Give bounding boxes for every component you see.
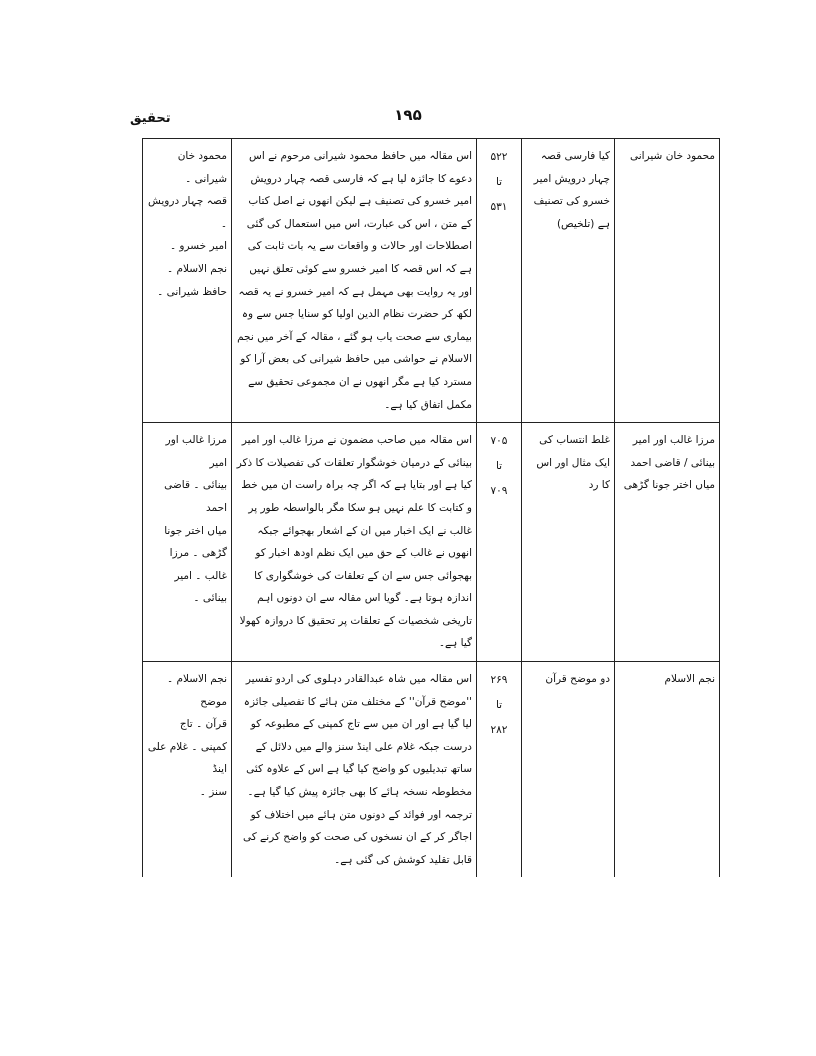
- title-cell: دو موضح قرآن: [522, 662, 615, 878]
- page-to: ۲۸۲: [490, 724, 508, 737]
- keywords-cell: [143, 423, 232, 662]
- keyword: بینائی ۔ قاضی احمد: [164, 479, 227, 514]
- keyword: محمود خان شیرانی ۔: [177, 150, 227, 185]
- author-cell: محمود خان شیرانی: [615, 139, 720, 423]
- keyword: نجم الاسلام ۔: [167, 262, 227, 275]
- keyword: میاں اختر جونا: [164, 524, 227, 537]
- page-separator: تا: [495, 176, 503, 188]
- journal-name: تحقیق: [130, 111, 171, 126]
- keywords-cell: [143, 662, 232, 878]
- page-number: ۱۹۵: [394, 106, 422, 124]
- summary-cell: اس مقالہ میں شاہ عبدالقادر دہلوی کی اردو تفسیر ''موضح قرآن'' کے مختلف متن ہائے کا تفصیلی جائزہ لیا گیا ہے اور ان میں سے تاج کمپنی کے مطبوعہ کو درست جبکہ غلام علی اینڈ سنز والے میں دلائل کے ساتھ تبدیلیوں کو واضح کیا گیا ہے اس کے علاوہ کئی مخطوطہ نسخہ ہائے کا بھی جائزہ پیش کیا گیا ہے۔ ترجمہ اور فوائد کے دونوں متن ہائے میں اختلاف کو اجاگر کر کے ان نسخوں کی صحت کو واضح کرنے کی قابل تقلید کوشش کی گئی ہے۔: [232, 662, 477, 878]
- pages-cell: [477, 139, 522, 423]
- keyword: کمپنی ۔ غلام علی اینڈ: [147, 740, 227, 776]
- table-row: [143, 139, 720, 423]
- author-cell: نجم الاسلام: [615, 662, 720, 878]
- summary-cell: اس مقالہ میں حافظ محمود شیرانی مرحوم نے اس دعوے کا جائزہ لیا ہے کہ فارسی قصہ چہار درویش امیر خسرو کی تصنیف ہے لیکن انھوں نے اصل کتاب کے متن ، اس کی عبارت، اس میں استعمال کی گئی اصطلاحات اور حالات و واقعات سے یہ بات ثابت کی ہے کہ اس قصہ کا امیر خسرو سے کوئی تعلق نہیں اور یہ روایت بھی مہمل ہے کہ امیر خسرو نے یہ قصہ لکھ کر حضرت نظام الدین اولیا کو سنایا جس سے وہ بیماری سے صحت یاب ہو گئے ، مقالہ کے آخر میں نجم الاسلام نے حواشی میں حافظ شیرانی کی بعض آرا کو مسترد کیا ہے مگر انھوں نے ان مجموعی تحقیق سے مکمل اتفاق کیا ہے۔: [232, 139, 477, 423]
- title-cell: کیا فارسی قصہ چہار درویش امیر خسرو کی تصنیف ہے (تلخیص): [522, 139, 615, 423]
- keyword: قرآن ۔ تاج: [179, 718, 227, 731]
- keyword: نجم الاسلام ۔ موضح: [167, 673, 227, 708]
- page-from: ۷۰۵: [490, 435, 508, 448]
- keyword: غالب ۔ امیر: [174, 569, 227, 582]
- page-separator: تا: [495, 460, 503, 473]
- author-cell: مرزا غالب اور امیر بینائی / قاضی احمد میاں اختر جونا گڑھی: [615, 423, 720, 662]
- table-row: [143, 662, 720, 878]
- title-cell: غلط انتساب کی ایک مثال اور اس کا رد: [522, 423, 615, 662]
- pages-cell: [477, 423, 522, 662]
- keyword: مرزا غالب اور امیر: [165, 434, 227, 469]
- table-row: [143, 423, 720, 662]
- page-from: ۵۲۲: [490, 151, 508, 163]
- keyword: امیر خسرو ۔: [169, 240, 227, 253]
- page-separator: تا: [495, 699, 503, 712]
- keyword: حافظ شیرانی ۔: [157, 285, 227, 298]
- keywords-cell: [143, 139, 232, 423]
- keyword: قصہ چہار درویش ۔: [148, 195, 227, 230]
- page-to: ۵۳۱: [490, 201, 508, 213]
- keyword: سنز ۔: [199, 786, 227, 799]
- keyword: بینائی ۔: [193, 592, 227, 605]
- pages-cell: [477, 662, 522, 878]
- page-from: ۲۶۹: [490, 674, 508, 687]
- page-to: ۷۰۹: [490, 485, 508, 498]
- keyword: گڑھی ۔ مرزا: [169, 547, 227, 560]
- summary-cell: اس مقالہ میں صاحب مضمون نے مرزا غالب اور امیر بینائی کے درمیان خوشگوار تعلقات کی تفصیلات کا ذکر کیا ہے اور بتایا ہے کہ اگر چہ براہ راست ان میں خط و کتابت کا علم نہیں ہو سکا مگر بالواسطہ طور پر غالب نے ایک اخبار میں ان کے اشعار بھجوائے جبکہ انھوں نے غالب کے حق میں ایک نظم اودھ اخبار کو بھجوائی جس سے ان کے تعلقات کی خوشگواری کا اندازہ ہوتا ہے۔ گویا اس مقالہ سے ان دونوں اہم تاریخی شخصیات کے تعلقات پر تحقیق کا دروازہ کھولا گیا ہے۔: [232, 423, 477, 662]
- index-table: [142, 138, 720, 877]
